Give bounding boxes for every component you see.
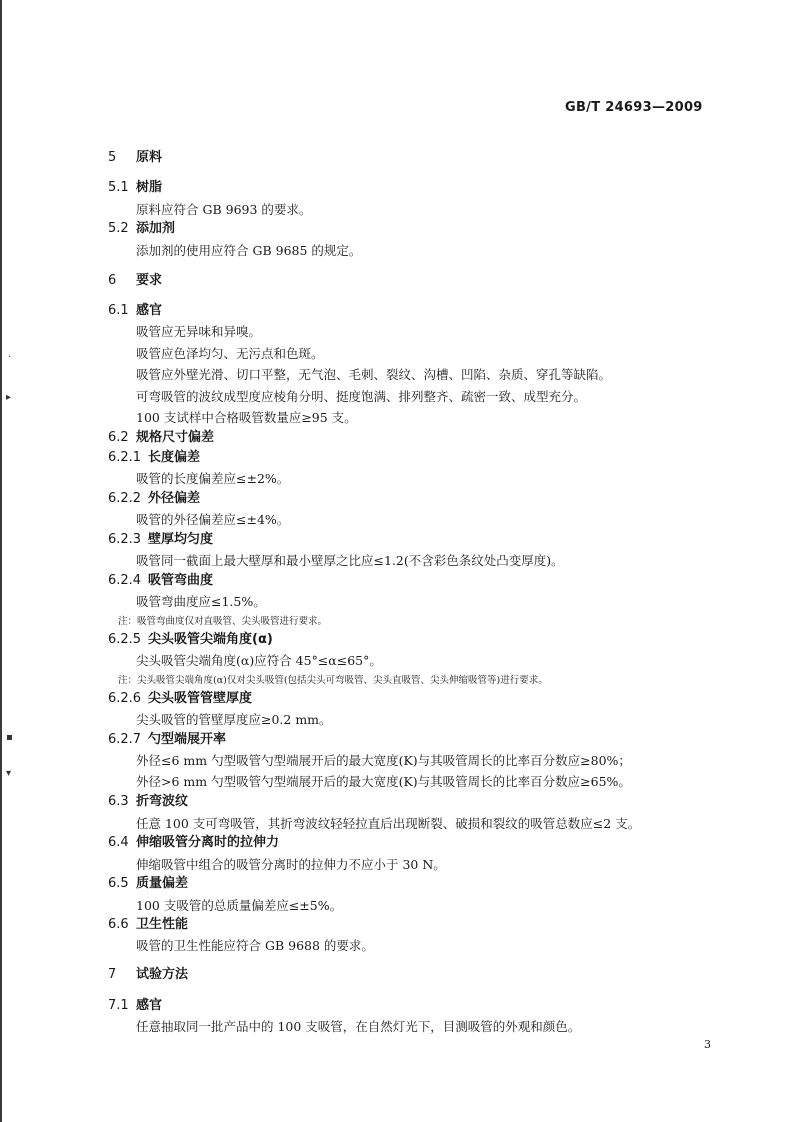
section-title: 要求	[136, 273, 163, 288]
paragraph: 任意抽取同一批产品中的 100 支吸管，在自然灯光下，目测吸管的外观和颜色。	[136, 1019, 581, 1034]
scan-mark: ·	[8, 352, 12, 363]
paragraph: 尖头吸管的管壁厚度应≥0.2 mm。	[136, 712, 332, 727]
heading-6	[108, 272, 162, 290]
page-number: 3	[704, 1038, 711, 1051]
heading-5-2	[108, 220, 175, 238]
scan-mark: ▾	[6, 768, 12, 779]
paragraph: 可弯吸管的波纹成型度应棱角分明、挺度饱满、排列整齐、疏密一致、成型充分。	[136, 389, 587, 404]
heading-6-4	[108, 834, 279, 852]
heading-6-5	[108, 875, 188, 893]
section-number: 6.6	[108, 917, 129, 932]
section-title: 折弯波纹	[136, 794, 189, 809]
scan-mark: ▸	[6, 392, 12, 403]
section-title: 尖头吸管尖端角度(α)	[148, 632, 273, 647]
paragraph: 外径>6 mm 勺型吸管勺型端展开后的最大宽度(K)与其吸管周长的比率百分数应≥65%。	[136, 774, 631, 789]
section-title: 原料	[136, 150, 163, 165]
heading-6-2-5	[108, 631, 273, 649]
heading-6-2-3	[108, 531, 213, 549]
paragraph: 外径≤6 mm 勺型吸管勺型端展开后的最大宽度(K)与其吸管周长的比率百分数应≥80%；	[136, 753, 631, 768]
section-number: 6.2.4	[108, 573, 142, 588]
section-title: 勺型端展开率	[148, 732, 227, 747]
paragraph: 100 支试样中合格吸管数量应≥95 支。	[136, 410, 357, 425]
heading-7	[108, 966, 188, 984]
section-number: 6	[108, 273, 117, 288]
section-title: 卫生性能	[136, 917, 189, 932]
paragraph: 吸管应外壁光滑、切口平整，无气泡、毛刺、裂纹、沟槽、凹陷、杂质、穿孔等缺陷。	[136, 367, 612, 382]
paragraph: 吸管应无异味和异嗅。	[136, 324, 262, 339]
paragraph: 吸管的长度偏差应≤±2%。	[136, 471, 290, 486]
note: 注：吸管弯曲度仅对直吸管、尖头吸管进行要求。	[118, 616, 328, 627]
heading-5-1	[108, 179, 162, 197]
section-title: 感官	[136, 998, 163, 1013]
heading-6-1	[108, 302, 162, 320]
heading-6-2-6	[108, 690, 252, 708]
section-number: 6.3	[108, 794, 129, 809]
section-number: 6.2.1	[108, 450, 142, 465]
paragraph: 吸管同一截面上最大壁厚和最小壁厚之比应≤1.2(不含彩色条纹处凸变厚度)。	[136, 553, 564, 568]
paragraph: 吸管应色泽均匀、无污点和色斑。	[136, 346, 324, 361]
section-number: 6.4	[108, 835, 129, 850]
heading-6-2-4	[108, 572, 213, 590]
section-title: 壁厚均匀度	[148, 532, 214, 547]
paragraph: 添加剂的使用应符合 GB 9685 的规定。	[136, 243, 362, 258]
paragraph: 任意 100 支可弯吸管，其折弯波纹轻轻拉直后出现断裂、破损和裂纹的吸管总数应≤2 支。	[136, 816, 641, 831]
paragraph: 伸缩吸管中组合的吸管分离时的拉伸力不应小于 30 N。	[136, 857, 446, 872]
section-title: 感官	[136, 303, 163, 318]
section-number: 6.2	[108, 430, 129, 445]
section-title: 添加剂	[136, 221, 176, 236]
section-number: 6.1	[108, 303, 129, 318]
section-title: 吸管弯曲度	[148, 573, 214, 588]
section-number: 5.2	[108, 221, 129, 236]
section-title: 规格尺寸偏差	[136, 430, 215, 445]
section-number: 6.2.6	[108, 691, 142, 706]
section-number: 5	[108, 150, 117, 165]
section-number: 6.2.7	[108, 732, 142, 747]
section-number: 7.1	[108, 998, 129, 1013]
paragraph: 吸管的外径偏差应≤±4%。	[136, 512, 290, 527]
paragraph: 原料应符合 GB 9693 的要求。	[136, 202, 312, 217]
scan-mark: ▪	[6, 732, 13, 743]
heading-6-2-2	[108, 490, 200, 508]
heading-6-2	[108, 429, 214, 447]
paragraph: 吸管的卫生性能应符合 GB 9688 的要求。	[136, 938, 374, 953]
section-number: 7	[108, 967, 117, 982]
section-title: 外径偏差	[148, 491, 201, 506]
heading-6-2-7	[108, 731, 226, 749]
section-title: 长度偏差	[148, 450, 201, 465]
section-title: 试验方法	[136, 967, 189, 982]
section-title: 尖头吸管管壁厚度	[148, 691, 253, 706]
heading-7-1	[108, 997, 162, 1015]
section-number: 6.5	[108, 876, 129, 891]
section-title: 质量偏差	[136, 876, 189, 891]
standard-number: GB/T 24693—2009	[565, 100, 703, 115]
section-title: 树脂	[136, 180, 163, 195]
paragraph: 吸管弯曲度应≤1.5%。	[136, 594, 266, 609]
heading-5	[108, 149, 162, 167]
section-number: 6.2.5	[108, 632, 142, 647]
note: 注：尖头吸管尖端角度(α)仅对尖头吸管(包括尖头可弯吸管、尖头直吸管、尖头伸缩吸管等)进行要求。	[118, 675, 548, 686]
section-number: 5.1	[108, 180, 129, 195]
section-number: 6.2.3	[108, 532, 142, 547]
heading-6-6	[108, 916, 188, 934]
section-title: 伸缩吸管分离时的拉伸力	[136, 835, 280, 850]
scan-edge	[0, 0, 2, 1122]
heading-6-3	[108, 793, 188, 811]
paragraph: 100 支吸管的总质量偏差应≤±5%。	[136, 898, 343, 913]
paragraph: 尖头吸管尖端角度(α)应符合 45°≤α≤65°。	[136, 653, 382, 668]
section-number: 6.2.2	[108, 491, 142, 506]
heading-6-2-1	[108, 449, 200, 467]
